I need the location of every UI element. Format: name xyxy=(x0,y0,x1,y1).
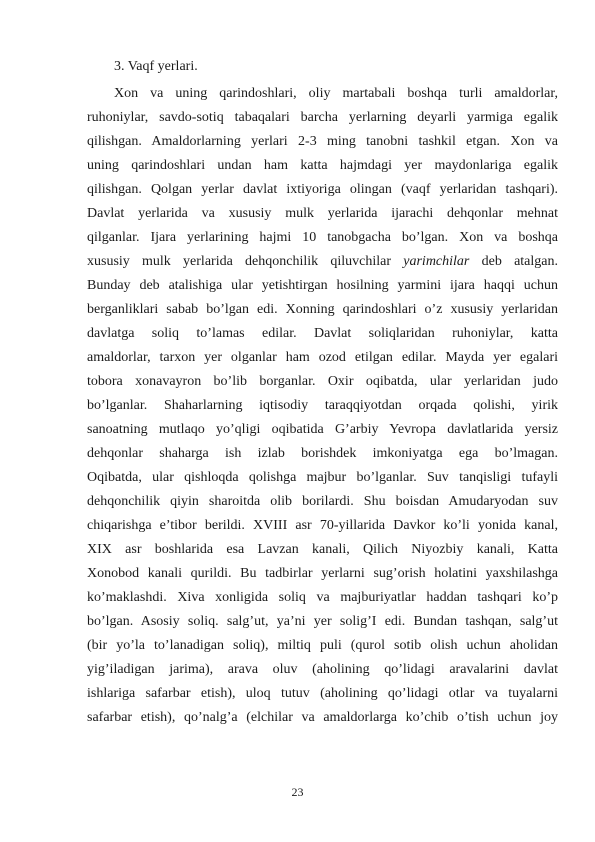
text-line: Xonobod kanali qurildi. Bu tadbirlar yerlarni sug’orish holatini yaxshilashga xyxy=(87,566,558,581)
text-line: davlatga soliq to’lamas edilar. Davlat soliqlaridan ruhoniylar, katta xyxy=(87,326,558,341)
text-line: safarbar etish), qo’nalg’a (elchilar va amaldorlarga ko’chib o’tish uchun joy xyxy=(87,710,558,725)
text-line-with-italic xyxy=(87,254,558,278)
text-line: dehqonlar shaharga ish izlab borishdek imkoniyatga ega bo’lmagan. xyxy=(87,446,558,461)
text-segment: xususiy mulk yerlarida dehqonchilik qiluvchilar xyxy=(87,254,404,269)
text-line: bo’lganlar. Shaharlarning iqtisodiy taraqqiyotdan orqada qolishi, yirik xyxy=(87,398,558,413)
text-line: berganliklari sabab bo’lgan edi. Xonning qarindoshlari o’z xususiy yerlaridan xyxy=(87,302,558,317)
text-line: qilishgan. Qolgan yerlar davlat ixtiyoriga olingan (vaqf yerlaridan tashqari). xyxy=(87,182,558,197)
text-line: ruhoniylar, savdo-sotiq tabaqalari barcha yerlarning deyarli yarmiga egalik xyxy=(87,110,558,125)
text-line: qilishgan. Amaldorlarning yerlari 2-3 ming tanobni tashkil etgan. Xon va xyxy=(87,134,558,149)
text-line: amaldorlar, tarxon yer olganlar ham ozod etilgan edilar. Mayda yer egalari xyxy=(87,350,558,365)
text-segment: deb atalgan. xyxy=(469,254,558,269)
text-line: Oqibatda, ular qishloqda qolishga majbur bo’lganlar. Suv tanqisligi tufayli xyxy=(87,470,558,485)
text-line: uning qarindoshlari undan ham katta hajmdagi yer maydonlariga egalik xyxy=(87,158,558,173)
text-line: qilganlar. Ijara yerlarining hajmi 10 tanobgacha bo’lgan. Xon va boshqa xyxy=(87,230,558,245)
body-paragraph xyxy=(87,86,558,734)
page-number: 23 xyxy=(291,785,304,799)
text-line: tobora xonavayron bo’lib borganlar. Oxir oqibatda, ular yerlaridan judo xyxy=(87,374,558,389)
text-line: (bir yo’la to’lanadigan soliq), miltiq puli (qurol sotib olish uchun aholidan xyxy=(87,638,558,653)
text-line: XIX asr boshlarida esa Lavzan kanali, Qilich Niyozbiy kanali, Katta xyxy=(87,542,558,557)
italic-term: yarimchilar xyxy=(403,254,470,269)
text-line: ko’maklashdi. Xiva xonligida soliq va majburiyatlar haddan tashqari ko’p xyxy=(87,590,558,605)
text-line: Bunday deb atalishiga ular yetishtirgan hosilning yarmini ijara haqqi uchun xyxy=(87,278,558,293)
section-heading: 3. Vaqf yerlari. xyxy=(114,59,198,74)
text-line: bo’lgan. Asosiy soliq. salg’ut, ya’ni yer solig’I edi. Bundan tashqan, salg’ut xyxy=(87,614,558,629)
text-line: Xon va uning qarindoshlari, oliy martabali boshqa turli amaldorlar, xyxy=(114,86,558,101)
text-line: sanoatning mutlaqo yo’qligi oqibatida G’arbiy Yevropa davlatlarida yersiz xyxy=(87,422,558,437)
text-line: ishlariga safarbar etish), uloq tutuv (aholining qo’lidagi otlar va tuyalarni xyxy=(87,686,558,701)
text-line: dehqonchilik qiyin sharoitda olib borilardi. Shu boisdan Amudaryodan suv xyxy=(87,494,558,509)
text-line: chiqarishga e’tibor berildi. XVIII asr 70-yillarida Davkor ko’li yonida kanal, xyxy=(87,518,558,533)
text-line: Davlat yerlarida va xususiy mulk yerlarida ijarachi dehqonlar mehnat xyxy=(87,206,558,221)
text-line: yig’iladigan jarima), arava oluv (aholining qo’lidagi aravalarini davlat xyxy=(87,662,558,677)
